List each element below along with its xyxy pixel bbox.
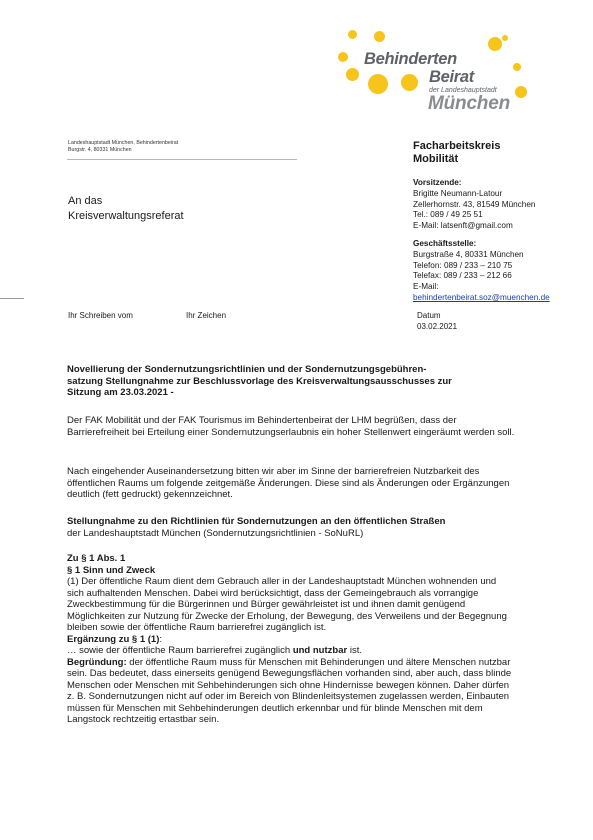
reason-paragraph (67, 657, 512, 726)
chair-email: E-Mail: latsenft@gmail.com (413, 221, 513, 231)
reason-label: Begründung: (67, 656, 127, 668)
paragraph-intro-text: Der FAK Mobilität und der FAK Tourismus im Behindertenbeirat der LHM begrüßen, dass der Barrierefreiheit bei Erteilung einer Sondernutzungserlaubnis ein hoher Stellenwert eingeräumt werden soll. (67, 415, 515, 438)
office-block (413, 239, 588, 304)
fold-mark (0, 298, 24, 299)
addition-colon: : (159, 633, 163, 645)
sender-line-1: Landeshauptstadt München, Behindertenbeirat (68, 140, 179, 146)
office-email-label: E-Mail: (413, 282, 439, 292)
logo-dot-icon (346, 68, 359, 81)
chair-address: Zellerhornstr. 43, 81549 München (413, 199, 536, 209)
reason-text: der öffentliche Raum muss für Menschen mit Behinderungen und ältere Menschen nutzbar sein. Das bedeutet, dass einerseits genügend Bewegungsflächen vorhanden sind, aber auch, dass blinde Menschen oder Menschen mit Sehbehinderungen sich ohne Hindernisse bewegen können. Daher dürfen z. B. Sondernutzungen nicht auf oder im Bereich von Blindenleitsystemen zugelassen werden, Einbauten müssen für Menschen mit Sehbehinderungen deutlich erkennbar und für blinde Menschen mit dem Langstock rechtzeitig ertastbar sein. (67, 656, 512, 725)
ref-letter-label: Ihr Schreiben vom (68, 311, 133, 320)
section-heading-block (67, 516, 522, 539)
logo-dot-icon (488, 37, 502, 51)
logo-dot-icon (515, 86, 527, 98)
letter-subject (67, 364, 522, 399)
paragraph-title: § 1 Sinn und Zweck (67, 564, 156, 576)
logo-text-muenchen: München (428, 93, 510, 114)
logo-text-landeshauptstadt: der Landeshauptstadt (429, 87, 497, 94)
logo-text-behinderten: Behinderten (364, 50, 457, 68)
office-address: Burgstraße 4, 80331 München (413, 249, 524, 259)
paragraph-request (67, 466, 517, 501)
paragraph-ref: Zu § 1 Abs. 1 (67, 553, 126, 564)
subject-line-3: Sitzung am 23.03.2021 - (67, 387, 174, 398)
logo-dot-icon (401, 74, 418, 91)
addition-heading (67, 634, 512, 646)
addition-text-end: ist. (347, 645, 362, 656)
recipient-line-2: Kreisverwaltungsreferat (68, 210, 184, 222)
office-fax: Telefax: 089 / 233 – 212 66 (413, 271, 512, 281)
sender-line-2: Burgstr. 4, 80331 München (68, 147, 132, 153)
office-phone: Telefon: 089 / 233 – 210 75 (413, 260, 513, 270)
addition-text (67, 645, 512, 657)
logo-dot-icon (374, 31, 385, 42)
logo-dot-icon (338, 52, 348, 62)
addition-label: Ergänzung zu § 1 (1) (67, 633, 160, 645)
logo-dot-icon (348, 30, 357, 39)
ref-date-label: Datum (417, 311, 441, 320)
sender-divider (67, 159, 297, 160)
chair-phone: Tel.: 089 / 49 25 51 (413, 210, 483, 220)
subject-line-2: satzung Stellungnahme zur Beschlussvorlage des Kreisverwaltungsausschusses zur (67, 375, 452, 387)
chair-block (413, 178, 588, 232)
recipient-line-1: An das (68, 195, 103, 207)
section-heading: Stellungnahme zu den Richtlinien für Sondernutzungen an den öffentlichen Straßen (67, 516, 446, 527)
chair-name: Brigitte Neumann-Latour (413, 188, 503, 198)
ref-date-value: 03.02.2021 (417, 322, 458, 331)
sidebar-title-1: Facharbeitskreis (413, 140, 501, 152)
logo-dot-icon (502, 35, 508, 41)
section-subheading: der Landeshauptstadt München (Sondernutzungsrichtlinien - SoNuRL) (67, 527, 364, 539)
logo-dot-icon (513, 63, 521, 71)
office-email-link[interactable]: behindertenbeirat.soz@muenchen.de (413, 292, 550, 302)
logo-text-beirat: Beirat (429, 68, 474, 86)
paragraph-request-text: Nach eingehender Auseinandersetzung bitten wir aber im Sinne der barrierefreien Nutzbarkeit des öffentlichen Raums um folgende zeitgemäße Änderungen. Diese sind als Änderungen oder Ergänzungen deutlich (fett gedruckt) gekennzeichnet. (67, 466, 510, 500)
paragraph-intro (67, 415, 517, 438)
office-label: Geschäftsstelle: (413, 239, 477, 248)
paragraph-section-block (67, 553, 512, 726)
chair-label: Vorsitzende: (413, 178, 462, 187)
paragraph-body: (1) Der öffentliche Raum dient dem Gebrauch aller in der Landeshauptstadt München wohnenden und sich aufhaltenden Menschen. Dabei wird berücksichtigt, dass der Gemeingebrauch als vorrangige Zweckbestimmung für die Bürgerinnen und Bürger gewährleistet ist und ihnen damit genügend Möglichkeiten zur Nutzung für Zwecke der Erholung, der Bewegung, des Verweilens und der Begegnung bleiben sowie der öffentliche Raum barrierefrei zugänglich ist. (67, 576, 507, 633)
addition-text-bold: und nutzbar (292, 645, 348, 656)
addition-text-start: … sowie der öffentliche Raum barrierefrei zugänglich (67, 645, 293, 656)
subject-line-1: Novellierung der Sondernutzungsrichtlinien und der Sondernutzungsgebühren- (67, 364, 427, 375)
sidebar-title-2: Mobilität (413, 153, 459, 165)
ref-sign-label: Ihr Zeichen (186, 311, 227, 320)
logo-dot-icon (368, 74, 388, 94)
behindertenbeirat-logo (338, 30, 538, 122)
